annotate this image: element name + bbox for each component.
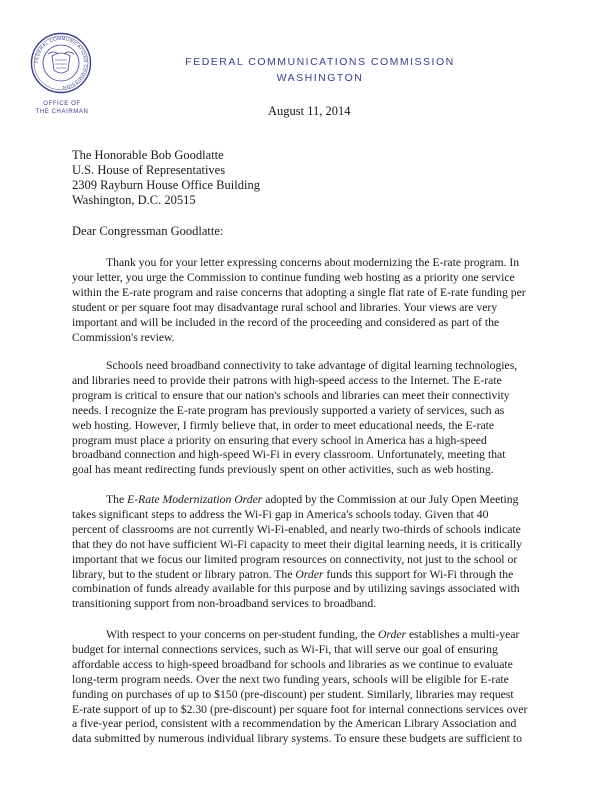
italic-title: Order	[295, 567, 324, 581]
text-line: goal has meant redirecting funds previously spent on other activities, such as web hosting.	[72, 463, 494, 477]
text-line: program must place a priority on ensuring that every school in America has a high-speed	[72, 433, 487, 447]
office-line-2: THE CHAIRMAN	[35, 109, 89, 115]
agency-header	[170, 56, 470, 84]
paragraph-1	[72, 256, 552, 345]
letter-date: August 11, 2014	[268, 104, 351, 118]
text-line: and libraries need to provide their patrons with high-speed access to the Internet. The E-rate	[72, 373, 502, 387]
text-line: student or per square foot may disadvantage rural school and libraries. Your views are very	[72, 300, 498, 314]
text-line: transitioning support from non-broadband services to broadband.	[72, 597, 377, 611]
text-line: takes significant steps to address the Wi-Fi gap in America's schools today. Given that 40	[72, 507, 489, 521]
text-line: Thank you for your letter expressing concerns about modernizing the E-rate program. In	[106, 256, 520, 269]
text-line: program is critical to ensure that our nation's schools and libraries can meet their connectivity	[72, 388, 510, 402]
text-line: funding on purchases of up to $150 (pre-discount) per student. Similarly, libraries may request	[72, 687, 514, 701]
text-line: a five-year period, consistent with a recommendation by the American Library Association and	[72, 717, 517, 731]
text-line-with-italic	[72, 568, 552, 583]
text-line: your letter, you urge the Commission to continue funding web hosting as a priority one service	[72, 270, 515, 284]
agency-name: FEDERAL COMMUNICATIONS COMMISSION	[185, 56, 455, 68]
paragraph-3	[72, 493, 552, 612]
text-line-with-italic	[72, 628, 552, 643]
text-line: long-term program needs. Over the next two funding years, schools will be eligible for E-rate	[72, 672, 509, 686]
text-line: important that we focus our limited program resources on connectivity, not just to the school or	[72, 552, 518, 566]
salutation: Dear Congressman Goodlatte:	[72, 224, 224, 238]
text-line: affordable access to high-speed broadband for schools and libraries as we continue to evaluate	[72, 657, 513, 671]
text-line: data submitted by numerous individual library systems. To ensure these budgets are sufficient to	[72, 732, 522, 746]
text-line: broadband connection and high-speed Wi-Fi in every classroom. Unfortunately, meeting that	[72, 448, 506, 462]
svg-text:FEDERAL COMMUNICATIONS COMMISS	[34, 36, 88, 90]
text-line: needs. I recognize the E-rate program has previously supported a variety of services, such as	[72, 403, 505, 417]
text-segment: library, but to the student or library patron. The	[72, 567, 296, 581]
office-line-1: OFFICE OF	[43, 101, 81, 107]
address-line: The Honorable Bob Goodlatte	[72, 148, 224, 162]
text-segment: With respect to your concerns on per-student funding, the	[106, 628, 378, 641]
text-line: Schools need broadband connectivity to take advantage of digital learning technologies,	[106, 359, 518, 372]
text-line: combination of funds already available for this purpose and by utilizing savings associated with	[72, 582, 520, 596]
text-line: that they do not have sufficient Wi-Fi capacity to meet their digital learning needs, it is critically	[72, 537, 522, 551]
text-line: budget for internal connections services, such as Wi-Fi, that will serve our goal of ensuring	[72, 642, 498, 656]
text-line: important and will be included in the record of the proceeding and considered as part of the	[72, 315, 500, 329]
address-line: 2309 Rayburn House Office Building	[72, 178, 260, 192]
office-of-the-chairman	[22, 100, 102, 116]
text-line: web hosting. However, I firmly believe that, in order to meet educational needs, the E-rate	[72, 418, 495, 432]
text-line: percent of classrooms are not currently Wi-Fi-enabled, and nearly two-thirds of schools indicate	[72, 522, 521, 536]
paragraph-4	[72, 628, 552, 747]
text-segment: adopted by the Commission at our July Open Meeting	[262, 493, 519, 506]
text-line: Commission's review.	[72, 330, 175, 344]
paragraph-2	[72, 359, 552, 478]
text-line-with-italic	[72, 493, 552, 508]
text-line: within the E-rate program and raise concerns that adopting a single flat rate of E-rate funding per	[72, 285, 526, 299]
text-segment: establishes a multi-year	[406, 628, 520, 641]
seal-ring-text: FEDERAL COMMUNICATIONS COMMISSION	[33, 35, 89, 91]
text-segment: The	[106, 493, 128, 506]
recipient-address	[72, 148, 260, 208]
agency-city: WASHINGTON	[276, 72, 364, 84]
italic-title: E-Rate Modernization Order	[127, 493, 263, 506]
address-line: Washington, D.C. 20515	[72, 193, 196, 207]
text-line: E-rate support of up to $2.30 (pre-discount) per square foot for internal connections services over	[72, 702, 528, 716]
fcc-seal-logo	[30, 32, 92, 94]
italic-title: Order	[377, 628, 407, 641]
text-segment: funds this support for Wi-Fi through the	[323, 567, 514, 581]
address-line: U.S. House of Representatives	[72, 163, 226, 177]
